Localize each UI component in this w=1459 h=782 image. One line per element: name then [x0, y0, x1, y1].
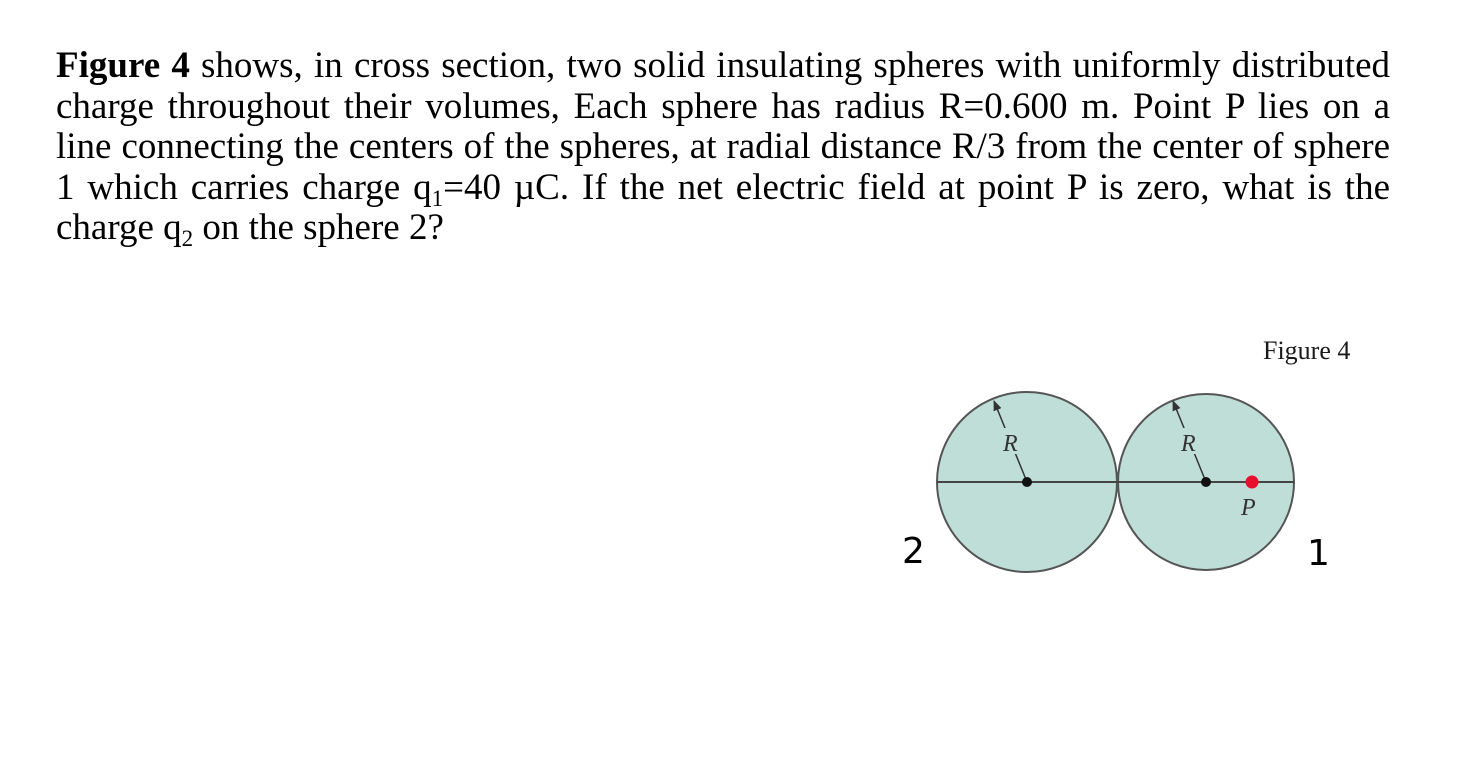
sphere-1-number: 1 — [1307, 533, 1330, 574]
subscript-1: 1 — [431, 185, 444, 211]
figure-reference: Figure 4 — [56, 45, 190, 86]
problem-text-part3: on the sphere 2? — [193, 207, 444, 249]
figure-caption: Figure 4 — [1263, 336, 1351, 365]
point-p — [1246, 476, 1259, 489]
sphere-2-number: 2 — [902, 531, 925, 572]
point-p-label: P — [1241, 495, 1256, 521]
problem-text-part1: shows, in cross section, two solid insulating spheres with uniformly distributed charge throughout their volumes, Each sphere has radius R=0.600 m. Point P lies on a line connecting the centers of the spheres, at radial distance R/3 from the center of sphere 1 which carries charge q — [56, 45, 1391, 208]
radius-label-sphere-2: R — [1003, 431, 1018, 457]
center-dot-sphere-1 — [1201, 477, 1211, 487]
center-dot-sphere-2 — [1022, 477, 1032, 487]
problem-text-part2: =40 µC. If the net electric field at point P is zero, what is the charge q — [56, 166, 1390, 249]
subscript-2: 2 — [181, 226, 194, 252]
radius-label-sphere-1: R — [1181, 431, 1196, 457]
